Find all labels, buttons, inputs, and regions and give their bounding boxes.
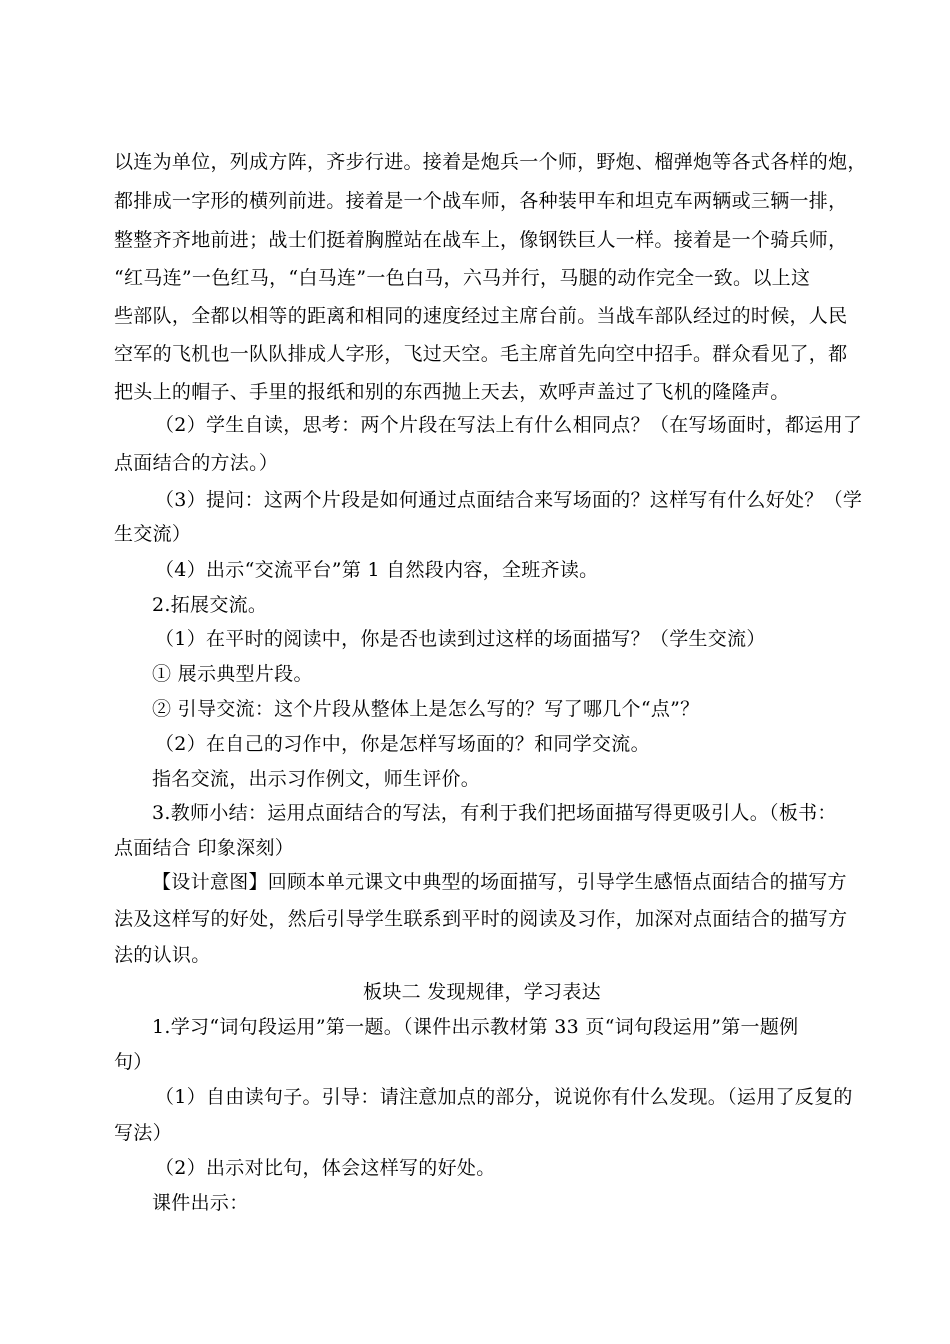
paragraph-line: 指名交流，出示习作例文，师生评价。: [152, 768, 481, 790]
paragraph-line: 句）: [114, 1051, 153, 1073]
paragraph-line: “红马连”一色红马，“白马连”一色白马，六马并行，马腿的动作完全一致。以上这: [114, 267, 811, 289]
paragraph-line: 3.教师小结：运用点面结合的写法，有利于我们把场面描写得更吸引人。（板书：: [152, 802, 837, 824]
paragraph-line: （4）出示“交流平台”第 1 自然段内容，全班齐读。: [155, 559, 599, 581]
section-heading: 2.拓展交流。: [152, 594, 268, 616]
paragraph-line: 空军的飞机也一队队排成人字形，飞过天空。毛主席首先向空中招手。群众看见了，都: [114, 343, 848, 365]
paragraph-line: （1）自由读句子。引导：请注意加点的部分，说说你有什么发现。（运用了反复的: [155, 1086, 853, 1108]
paragraph-line: （1）在平时的阅读中，你是否也读到过这样的场面描写？（学生交流）: [155, 628, 766, 650]
paragraph-line: 写法）: [114, 1122, 172, 1144]
paragraph-line: 以连为单位，列成方阵，齐步行进。接着是炮兵一个师，野炮、榴弹炮等各式各样的炮，: [114, 151, 867, 173]
paragraph-line: 课件出示：: [152, 1192, 249, 1214]
paragraph-line: 都排成一字形的横列前进。接着是一个战车师，各种装甲车和坦克车两辆或三辆一排，: [114, 190, 848, 212]
paragraph-line: 法及这样写的好处，然后引导学生联系到平时的阅读及习作，加深对点面结合的描写方: [114, 908, 848, 930]
paragraph-line: 生交流）: [114, 523, 192, 545]
paragraph-line: （2）在自己的习作中，你是怎样写场面的？和同学交流。: [155, 733, 650, 755]
paragraph-line: 法的认识。: [114, 944, 211, 966]
paragraph-line: 【设计意图】回顾本单元课文中典型的场面描写，引导学生感悟点面结合的描写方: [152, 871, 847, 893]
paragraph-line: （3）提问：这两个片段是如何通过点面结合来写场面的？这样写有什么好处？（学: [155, 489, 863, 511]
paragraph-line: 点面结合 印象深刻）: [114, 837, 295, 859]
list-item: ① 展示典型片段。: [152, 663, 313, 685]
paragraph-line: 把头上的帽子、手里的报纸和别的东西抛上天去，欢呼声盖过了飞机的隆隆声。: [114, 381, 790, 403]
paragraph-line: （2）学生自读，思考：两个片段在写法上有什么相同点？（在写场面时，都运用了: [155, 414, 863, 436]
block-heading: 板块二 发现规律，学习表达: [363, 981, 601, 1003]
paragraph-line: （2）出示对比句，体会这样写的好处。: [155, 1157, 496, 1179]
list-item: ② 引导交流：这个片段从整体上是怎么写的？写了哪几个“点”？: [152, 698, 700, 720]
paragraph-line: 点面结合的方法。）: [114, 452, 279, 474]
paragraph-line: 1.学习“词句段运用”第一题。（课件出示教材第 33 页“词句段运用”第一题例: [152, 1016, 799, 1038]
paragraph-line: 整整齐齐地前进；战士们挺着胸膛站在战车上，像钢铁巨人一样。接着是一个骑兵师，: [114, 229, 848, 251]
paragraph-line: 些部队，全都以相等的距离和相同的速度经过主席台前。当战车部队经过的时候，人民: [114, 305, 848, 327]
